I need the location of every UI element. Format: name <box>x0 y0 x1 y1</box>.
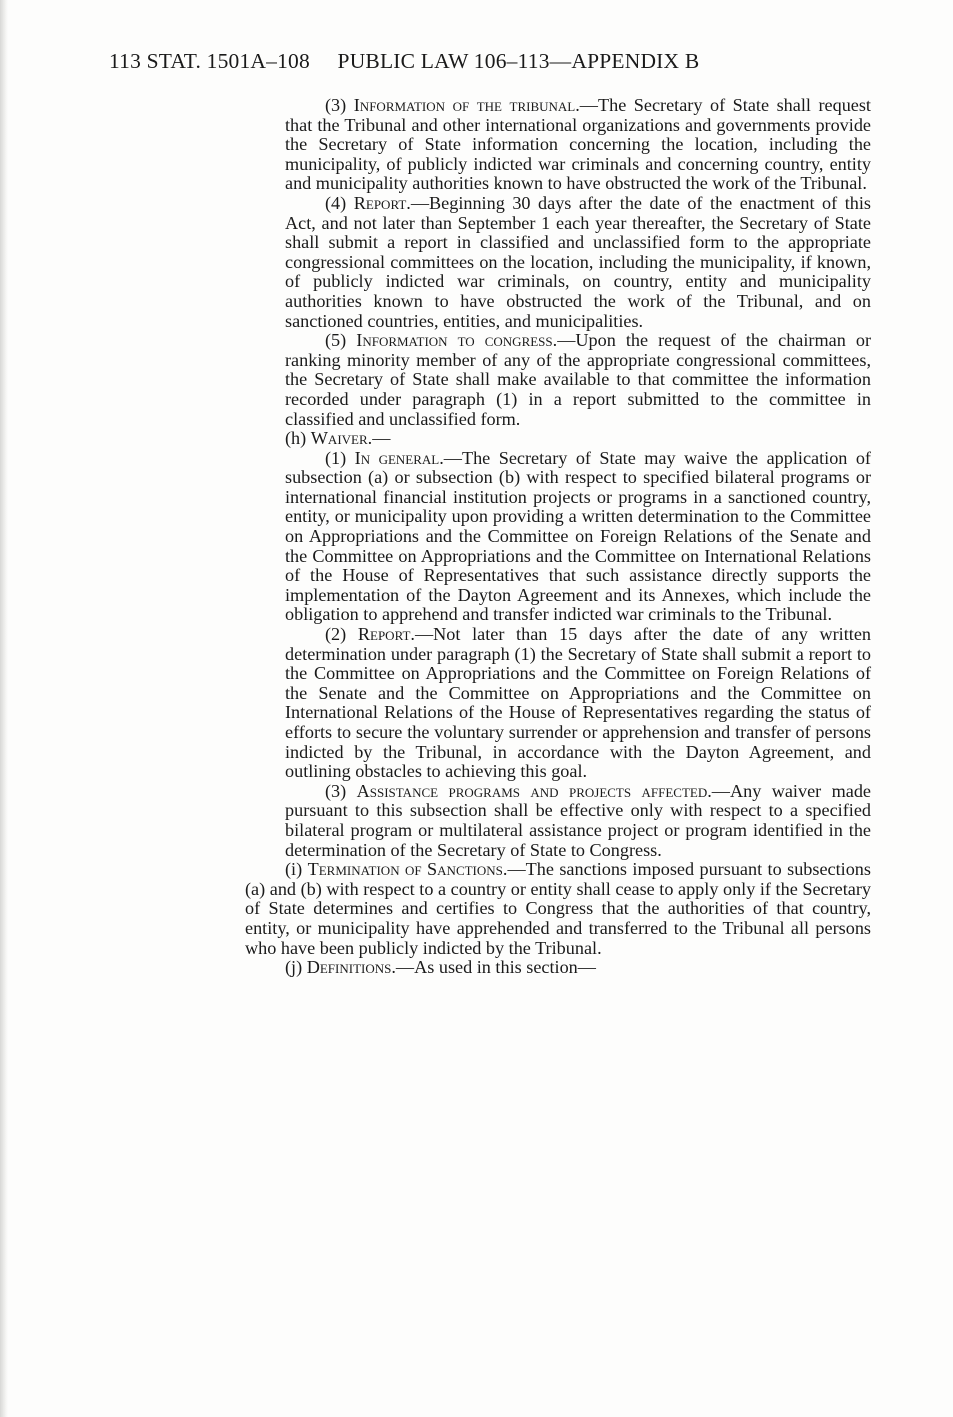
subsection-letter: (i) <box>285 859 308 880</box>
paragraph-number: (3) <box>325 780 357 801</box>
page-edge-shadow <box>0 0 8 1417</box>
paragraph-number: (2) <box>325 624 358 645</box>
paragraph-h1 <box>245 449 871 625</box>
subsection-text: —As used in this section— <box>395 957 596 978</box>
paragraph-number: (4) <box>325 192 354 213</box>
running-header <box>109 49 699 74</box>
paragraph-text: —The Secretary of State may waive the application of subsection (a) or subsection (b) with respect to specified bilateral programs or international financial institution projects or programs in a sanctioned country, entity, or municipality upon providing a written determination to the Committee on Appropriations and the Committee on Foreign Relations of the Senate and the Committee on Appropriations and the Committee on International Relations of the House of Representatives that such assistance directly supports the implementation of the Dayton Agreement and its Annexes, which include the obligation to apprehend and transfer indicted war criminals to the Tribunal. <box>285 447 871 625</box>
paragraph-number: (1) <box>325 447 355 468</box>
public-law-title: PUBLIC LAW 106–113—APPENDIX B <box>337 49 700 73</box>
body-text <box>245 96 871 978</box>
subsection-heading: Definitions. <box>306 957 396 978</box>
paragraph-heading: Information to congress. <box>356 330 558 351</box>
paragraph-text: —The Secretary of State shall request that the Tribunal and other international organizations and governments provide the Secretary of State information concerning the location, including the municipality, of publicly indicted war criminals and concerning country, entity and municipality authorities known to have obstructed the work of the Tribunal. <box>285 95 871 194</box>
paragraph-number: (5) <box>325 330 357 351</box>
subsection-j <box>245 958 871 978</box>
paragraph-heading: Report. <box>357 624 415 645</box>
subsection-letter: (j) <box>285 957 307 978</box>
paragraph-text: —Upon the request of the chairman or ranking minority member of any of the appropriate congressional committees, the Secretary of State shall make available to that committee the information recorded under paragraph (1) in a report submitted to the committee in classified and unclassified form. <box>285 330 871 429</box>
subsection-text: —The sanctions imposed pursuant to subsections (a) and (b) with respect to a country or entity shall cease to apply only if the Secretary of State determines and certifies to Congress that the authorities of that country, entity, or municipality have apprehended and transferred to the Tribunal all persons who have been publicly indicted by the Tribunal. <box>245 859 871 958</box>
paragraph-g3 <box>245 96 871 194</box>
paragraph-heading: Report. <box>353 192 411 213</box>
paragraph-number: (3) <box>325 95 354 115</box>
paragraph-h2 <box>245 625 871 782</box>
paragraph-g5 <box>245 331 871 429</box>
paragraph-heading: In general. <box>354 447 444 468</box>
subsection-heading: Termination of Sanctions. <box>307 859 508 880</box>
subsection-letter: (h) <box>285 428 311 449</box>
paragraph-heading: Assistance programs and projects affected. <box>356 780 712 801</box>
paragraph-heading: Information of the tribunal. <box>353 95 580 115</box>
subsection-h <box>245 429 871 449</box>
paragraph-h3 <box>245 782 871 860</box>
paragraph-text: —Beginning 30 days after the date of the enactment of this Act, and not later than September 1 each year thereafter, the Secretary of State shall submit a report in classified and unclassified form to the appropriate congressional committees on the location, including the municipality, if known, of publicly indicted war criminals, on country, entity and municipality authorities known to have obstructed the work of the Tribunal, and on sanctioned countries, entities, and municipalities. <box>285 192 871 331</box>
subsection-text: — <box>372 428 391 449</box>
paragraph-text: —Not later than 15 days after the date of any written determination under paragraph (1) the Secretary of State shall submit a report to the Committee on Appropriations and the Committee on Foreign Relations of the Senate and the Committee on Appropriations and the Committee on International Relations of the House of Representatives regarding the status of efforts to secure the voluntary surrender or apprehension and transfer of persons indicted by the Tribunal, in accordance with the Dayton Agreement, and outlining obstacles to achieving this goal. <box>285 624 871 782</box>
subsection-heading: Waiver. <box>310 428 373 449</box>
paragraph-g4 <box>245 194 871 331</box>
statute-citation: 113 STAT. 1501A–108 <box>109 49 310 73</box>
subsection-i <box>245 860 871 958</box>
paragraph-text: —Any waiver made pursuant to this subsection shall be effective only with respect to a specified bilateral program or multilateral assistance project or program identified in the determination of the Secretary of State to Congress. <box>285 780 871 860</box>
